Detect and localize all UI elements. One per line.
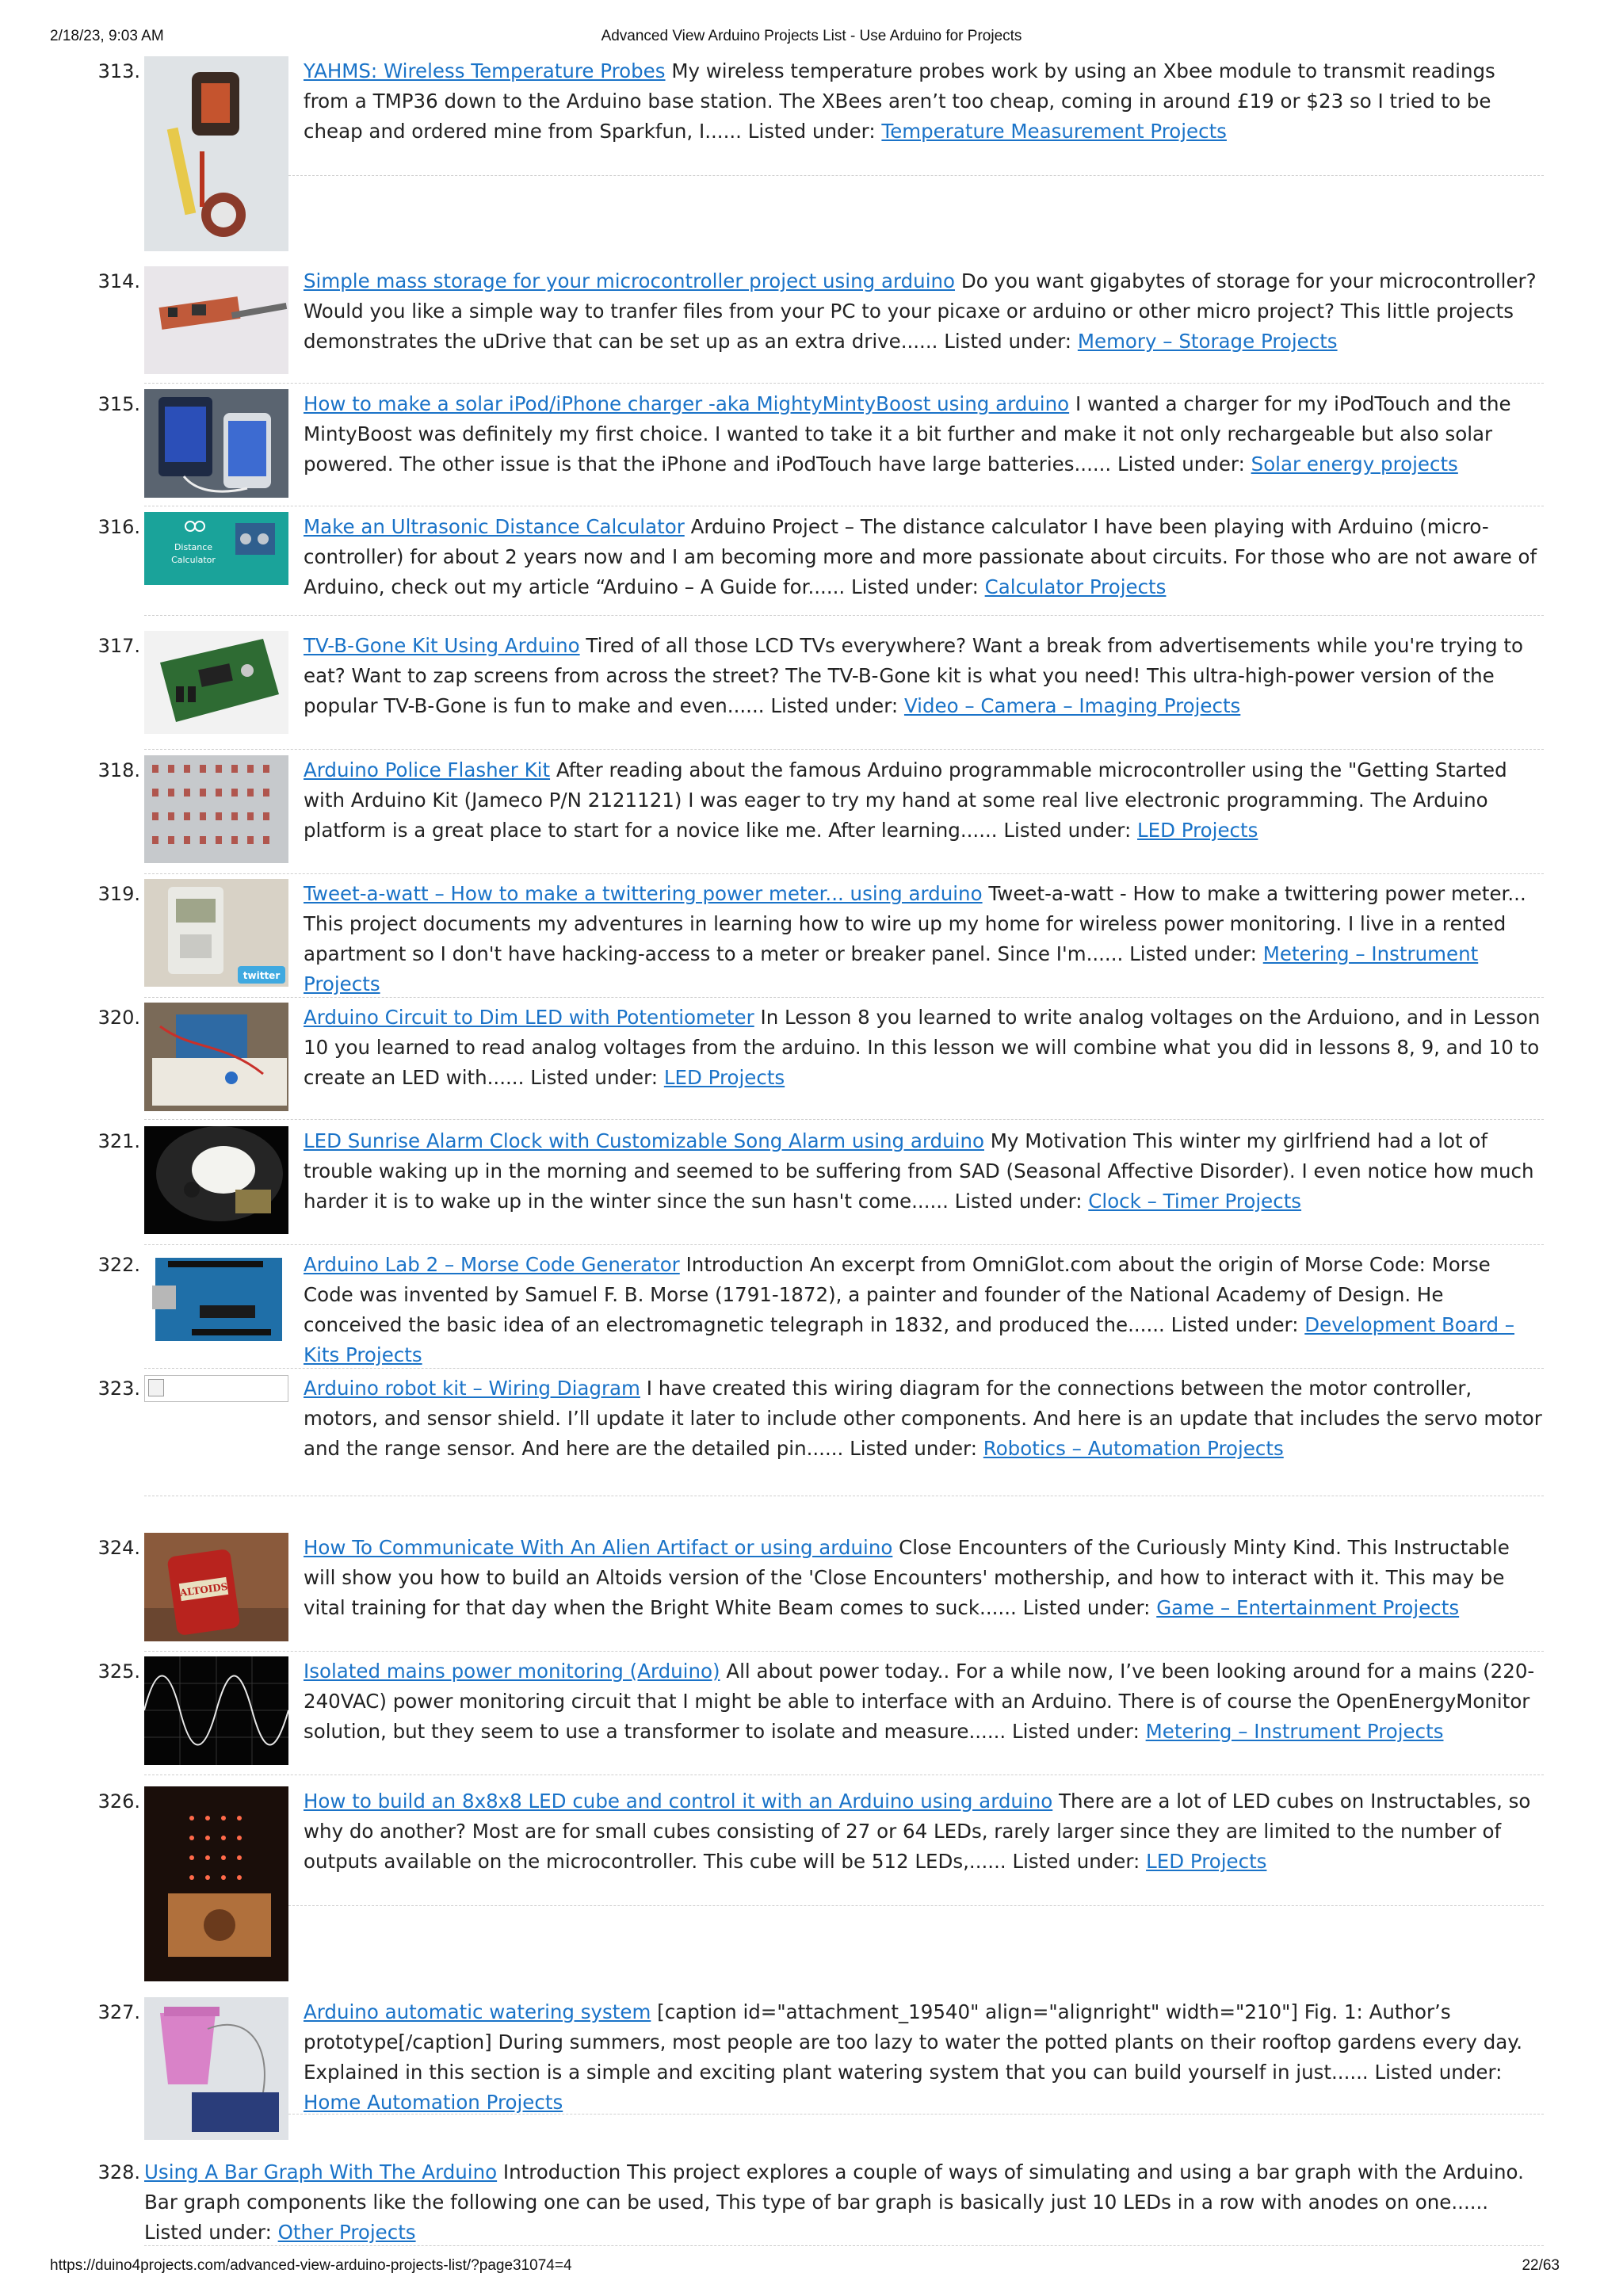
project-title-link[interactable]: Arduino robot kit – Wiring Diagram [304,1377,640,1400]
project-thumbnail[interactable] [144,1250,288,1348]
item-text [304,755,1544,846]
project-title-link[interactable]: Arduino Police Flasher Kit [304,758,551,781]
project-title-link[interactable]: Arduino Lab 2 – Morse Code Generator [304,1253,680,1276]
item-number: 325. [97,1660,140,1683]
item-number: 320. [97,1007,140,1029]
project-description: I wanted a charger for my iPodTouch and the MintyBoost was definitely my first choice. I wanted to take it a bit further and make it not only rechargeable but also solar powered. The other issue is that the iPhone and iPodTouch have large batteries...... [304,392,1511,476]
project-thumbnail[interactable] [144,1786,288,1981]
project-title-link[interactable]: LED Sunrise Alarm Clock with Customizable Song Alarm using arduino [304,1129,984,1152]
item-text [144,2157,1544,2248]
item-number: 316. [97,516,140,538]
separator [144,2245,1544,2246]
project-title-link[interactable]: How to build an 8x8x8 LED cube and control it with an Arduino using arduino [304,1790,1053,1813]
listed-under-label: Listed under: [1022,1596,1151,1619]
category-link[interactable]: LED Projects [663,1066,785,1089]
flasher-image-icon [144,755,288,863]
category-link[interactable]: Home Automation Projects [304,2091,563,2114]
print-datetime: 2/18/23, 9:03 AM [50,28,164,44]
project-title-link[interactable]: How to make a solar iPod/iPhone charger -aka MightyMintyBoost using arduino [304,392,1070,415]
project-description: Do you want gigabytes of storage for your microcontroller? Would you like a simple way to tranfer files from your PC to your picaxe or arduino or other micro project? This little projects demonstrates the uDrive that can be set up as an extra drive...... [304,269,1537,353]
print-footer [0,2257,1623,2276]
separator [144,1119,1544,1120]
breadboard-image-icon [144,1003,288,1111]
listed-under-label: Listed under: [1117,453,1245,476]
item-text [304,266,1544,357]
project-description: My wireless temperature probes work by using an Xbee module to transmit readings from a TMP36 down to the Arduino base station. The XBees aren’t too cheap, coming in around £19 or $23 so I tried to be cheap and ordered mine from Sparkfun, I...... [304,59,1495,143]
project-title-link[interactable]: Isolated mains power monitoring (Arduino) [304,1660,720,1683]
watering-system-image-icon [144,1997,288,2140]
item-number: 315. [97,393,140,415]
category-link[interactable]: Other Projects [277,2221,416,2244]
listed-under-label: Listed under: [530,1066,659,1089]
tweet-a-watt-image-icon [144,879,288,987]
project-thumbnail[interactable] [144,266,288,374]
listed-under-label: Listed under: [1374,2061,1503,2084]
listed-under-label: Listed under: [1003,819,1132,842]
project-thumbnail[interactable] [144,512,288,585]
item-number: 318. [97,759,140,781]
category-link[interactable]: Game – Entertainment Projects [1156,1596,1460,1619]
project-description: Arduino Project – The distance calculator I have been playing with Arduino (micro-controller) for about 2 years now and I am becoming more and more passionate about circuits. For those who are not aware of Arduino, check out my article “Arduino – A Guide for...... [304,515,1537,598]
item-text [304,879,1544,999]
separator [144,997,1544,998]
category-link[interactable]: Temperature Measurement Projects [881,120,1227,143]
item-text [304,1786,1544,1877]
project-title-link[interactable]: Arduino Circuit to Dim LED with Potentiometer [304,1006,754,1029]
project-description: There are a lot of LED cubes on Instructables, so why do another? Most are for small cubes consisting of 27 or 64 LEDs, rarely larger since they are limited to the number of outputs available on the microcontroller. This cube will be 512 LEDs,...... [304,1790,1531,1873]
item-number: 321. [97,1130,140,1152]
altoids-image-icon [144,1533,288,1641]
separator [144,1368,1544,1369]
project-description: After reading about the famous Arduino programmable microcontroller using the "Getting Started with Arduino Kit (Jameco P/N 2121121) I was eager to try my hand at some real live electronic programming. The Arduino platform is a great place to start for a novice like me. After learning...... [304,758,1507,842]
sunrise-clock-image-icon [144,1126,288,1234]
listed-under-label: Listed under: [1012,1850,1140,1873]
project-thumbnail[interactable] [144,389,288,498]
led-cube-image-icon [144,1786,288,1981]
project-thumbnail[interactable] [144,755,288,863]
project-thumbnail[interactable] [144,879,288,987]
project-thumbnail[interactable] [144,631,288,734]
category-link[interactable]: Solar energy projects [1251,453,1458,476]
separator [288,2114,1544,2115]
print-page-title: Advanced View Arduino Projects List - Use Arduino for Projects [601,28,1022,44]
listed-under-label: Listed under: [144,2221,272,2244]
listed-under-label: Listed under: [851,575,979,598]
item-number: 319. [97,883,140,905]
separator [144,615,1544,616]
tvbgone-image-icon [144,631,288,734]
altoids-logo: ALTOIDS [179,1580,229,1599]
separator [144,1651,1544,1652]
item-text [304,1250,1544,1370]
oscilloscope-image-icon [144,1656,288,1765]
item-text [304,389,1544,479]
category-link[interactable]: Calculator Projects [984,575,1167,598]
category-link[interactable]: LED Projects [1137,819,1258,842]
udrive-image-icon [144,266,288,374]
project-title-link[interactable]: Make an Ultrasonic Distance Calculator [304,515,685,538]
item-number: 322. [97,1254,140,1276]
category-link[interactable]: Clock – Timer Projects [1088,1190,1302,1213]
project-title-link[interactable]: Using A Bar Graph With The Arduino [144,2160,498,2183]
item-text [304,1373,1544,1464]
listed-under-label: Listed under: [954,1190,1083,1213]
item-text [304,1003,1544,1093]
category-link[interactable]: Metering – Instrument Projects [1145,1720,1444,1743]
project-description: All about power today.. For a while now, I’ve been looking around for a mains (220-240VAC) power monitoring circuit that I might be able to interface with an Arduino. There is of course the OpenEnergyMonitor solution, but they seem to use a transformer to isolate and measure...... [304,1660,1535,1743]
item-number: 326. [97,1790,140,1813]
project-title-link[interactable]: Arduino automatic watering system [304,2000,651,2023]
project-description: I have created this wiring diagram for the connections between the motor controller, motors, and sensor shield. I’ll update it later to include other components. And here is an update that includes the servo motor and the range sensor. And here are the detailed pin...... [304,1377,1542,1460]
project-title-link[interactable]: Tweet-a-watt – How to make a twittering power meter... using arduino [304,882,983,905]
separator [144,749,1544,750]
listed-under-label: Listed under: [747,120,876,143]
print-url: https://duino4projects.com/advanced-view-arduino-projects-list/?page31074=4 [50,2257,572,2274]
project-description: Tired of all those LCD TVs everywhere? Want a break from advertisements while you're trying to eat? Want to zap screens from across the street? The TV-B-Gone kit is what you need! This ultra-high-power version of the popular TV-B-Gone is fun to make and even...... [304,634,1523,717]
project-description: In Lesson 8 you learned to write analog voltages on the Arduiono, and in Lesson 10 you learned to read analog voltages from the arduino. In this lesson we will combine what you did in lessons 8, 9, and 10 to create an LED with...... [304,1006,1541,1089]
item-number: 327. [97,2001,140,2023]
arduino-board-image-icon [144,1250,288,1348]
item-text [304,1126,1544,1217]
project-description: Introduction An excerpt from OmniGlot.com about the origin of Morse Code: Morse Code was invented by Samuel F. B. Morse (1791-1872), a painter and founder of the National Academy of Design. He conceived the basic idea of an electromagnetic telegraph in 1832, and produced the...... [304,1253,1491,1336]
item-number: 328. [97,2161,140,2183]
separator [144,1244,1544,1245]
item-number: 314. [97,270,140,292]
charger-image-icon [144,389,288,498]
listed-under-label: Listed under: [1012,1720,1140,1743]
broken-image-icon[interactable] [144,1375,288,1402]
distance-label: Distance [174,542,213,552]
project-title-link[interactable]: Simple mass storage for your microcontroller project using arduino [304,269,956,292]
category-link[interactable]: Development Board – Kits Projects [304,1313,1515,1366]
item-text [304,512,1544,602]
project-title-link[interactable]: TV-B-Gone Kit Using Arduino [304,634,580,657]
distance-calculator-image-icon [144,512,288,585]
item-text [304,56,1544,147]
project-description: Introduction This project explores a couple of ways of simulating and using a bar graph with the Arduino. Bar graph components like the following one can be used, This type of bar graph is basically just 10 LEDs in a row with anodes on one...... [144,2160,1524,2214]
category-link[interactable]: Memory – Storage Projects [1077,330,1338,353]
category-link[interactable]: Metering – Instrument Projects [304,942,1479,995]
item-number: 324. [97,1537,140,1559]
separator [144,383,1544,384]
item-number: 317. [97,635,140,657]
listed-under-label: Listed under: [770,694,899,717]
project-thumbnail[interactable] [144,1126,288,1234]
project-title-link[interactable]: YAHMS: Wireless Temperature Probes [304,59,666,82]
twitter-logo: twitter [242,970,281,981]
separator [144,873,1544,874]
project-thumbnail[interactable] [144,1003,288,1111]
category-link[interactable]: LED Projects [1146,1850,1267,1873]
project-description: My Motivation This winter my girlfriend had a lot of trouble waking up in the morning and seemed to be suffering from SAD (Seasonal Affective Disorder). I even notice how much harder it is to wake up in the winter since the sun hasn't come...... [304,1129,1534,1213]
project-title-link[interactable]: How To Communicate With An Alien Artifact or using arduino [304,1536,893,1559]
project-thumbnail[interactable] [144,56,288,251]
separator [288,175,1544,176]
separator [288,1905,1544,1906]
item-text [304,1656,1544,1747]
project-thumbnail[interactable] [144,1656,288,1765]
probe-image-icon [144,56,288,251]
print-page-number: 22/63 [1522,2257,1560,2274]
item-text [304,631,1544,721]
calculator-label: Calculator [171,555,216,565]
category-link[interactable]: Robotics – Automation Projects [983,1437,1284,1460]
project-description: Close Encounters of the Curiously Minty Kind. This Instructable will show you how to build an Altoids version of the 'Close Encounters' mothership, and how to interact with it. This may be vital training for that day when the Bright White Beam comes to suck...... [304,1536,1510,1619]
listed-under-label: Listed under: [850,1437,977,1460]
item-text [304,1997,1544,2118]
listed-under-label: Listed under: [1170,1313,1299,1336]
project-description: [caption id="attachment_19540" align="alignright" width="210"] Fig. 1: Author’s prototype[/caption] During summers, most people are too lazy to water the potted plants on their rooftop gardens every day. Explained in this section is a simple and exciting plant watering system that you can build yourself in just...... [304,2000,1523,2084]
category-link[interactable]: Video – Camera – Imaging Projects [903,694,1241,717]
listed-under-label: Listed under: [944,330,1072,353]
item-text [304,1533,1544,1623]
project-description: Tweet-a-watt - How to make a twittering power meter... This project documents my adventures in learning how to wire up my home for wireless power monitoring. I live in a rented apartment so I don't have hacking-access to a meter or breaker panel. Since I'm...... [304,882,1526,965]
item-number: 313. [97,60,140,82]
listed-under-label: Listed under: [1129,942,1257,965]
project-thumbnail[interactable] [144,1533,288,1641]
project-thumbnail[interactable] [144,1997,288,2140]
print-header [0,28,1623,47]
item-number: 323. [97,1377,140,1400]
